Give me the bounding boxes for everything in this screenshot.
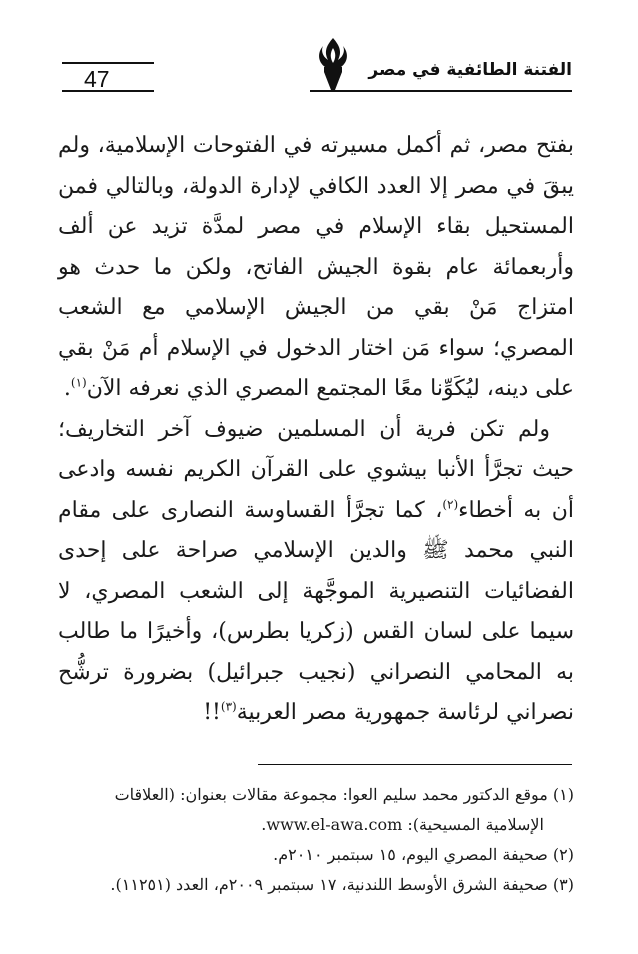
paragraph-1 xyxy=(58,126,574,410)
main-text xyxy=(58,126,574,734)
book-title: الفتنة الطائفية في مصر xyxy=(368,60,572,80)
paragraph-2-text-a: ولم تكن فرية أن المسلمين ضيوف آخر التخاريف؛ حيث تجرَّأ الأنبا بيشوي على القرآن الكريم نفسه وادعى أن به أخطاء xyxy=(58,416,574,523)
footnote-3: (٣) صحيفة الشرق الأوسط اللندنية، ١٧ سبتمبر ٢٠٠٩م، العدد (١١٢٥١). xyxy=(110,875,574,894)
paragraph-1-end: . xyxy=(63,376,71,401)
header-rule xyxy=(310,90,572,92)
paragraph-2-text-b: ، كما تجرَّأ القساوسة النصارى على مقام النبي محمد ﷺ والدين الإسلامي صراحة على إحدى الفضائيات التنصيرية الموجَّهة إلى الشعب المصري، لا سيما على لسان القس (زكريا بطرس)، وأخيرًا ما طالب به المحامي النصراني (نجيب جبرائيل) بضرورة ترشُّح نصراني لرئاسة جمهورية مصر العربية xyxy=(58,497,574,725)
footnote-ref-2: (٢) xyxy=(442,497,459,512)
paragraph-2 xyxy=(58,410,574,734)
torch-icon xyxy=(312,34,354,92)
footnote-1: (١) موقع الدكتور محمد سليم العوا: مجموعة مقالات بعنوان: (العلاقات xyxy=(114,785,574,804)
footnote-ref-3: (٣) xyxy=(220,699,237,714)
footnote-ref-1: (١) xyxy=(70,375,87,390)
footnote-1-continued: الإسلامية المسيحية): www.el-awa.com. xyxy=(261,815,544,834)
paragraph-2-end: !! xyxy=(203,700,221,725)
footnote-2: (٢) صحيفة المصري اليوم، ١٥ سبتمبر ٢٠١٠م. xyxy=(273,845,574,864)
footnotes xyxy=(58,780,574,900)
footnote-rule xyxy=(258,764,572,765)
page-number: 47 xyxy=(84,66,110,92)
paragraph-1-text: بفتح مصر، ثم أكمل مسيرته في الفتوحات الإسلامية، ولم يبقَ في مصر إلا العدد الكافي لإدارة الدولة، وبالتالي فمن المستحيل بقاء الإسلام في مصر لمدَّة تزيد عن ألف وأربعمائة عام بقوة الجيش الفاتح، ولكن ما حدث هو امتزاج مَنْ بقي من الجيش الإسلامي مع الشعب المصري؛ سواء مَن اختار الدخول في الإسلام أم مَنْ بقي على دينه، ليُكَوِّنا معًا المجتمع المصري الذي نعرفه الآن xyxy=(58,133,574,401)
